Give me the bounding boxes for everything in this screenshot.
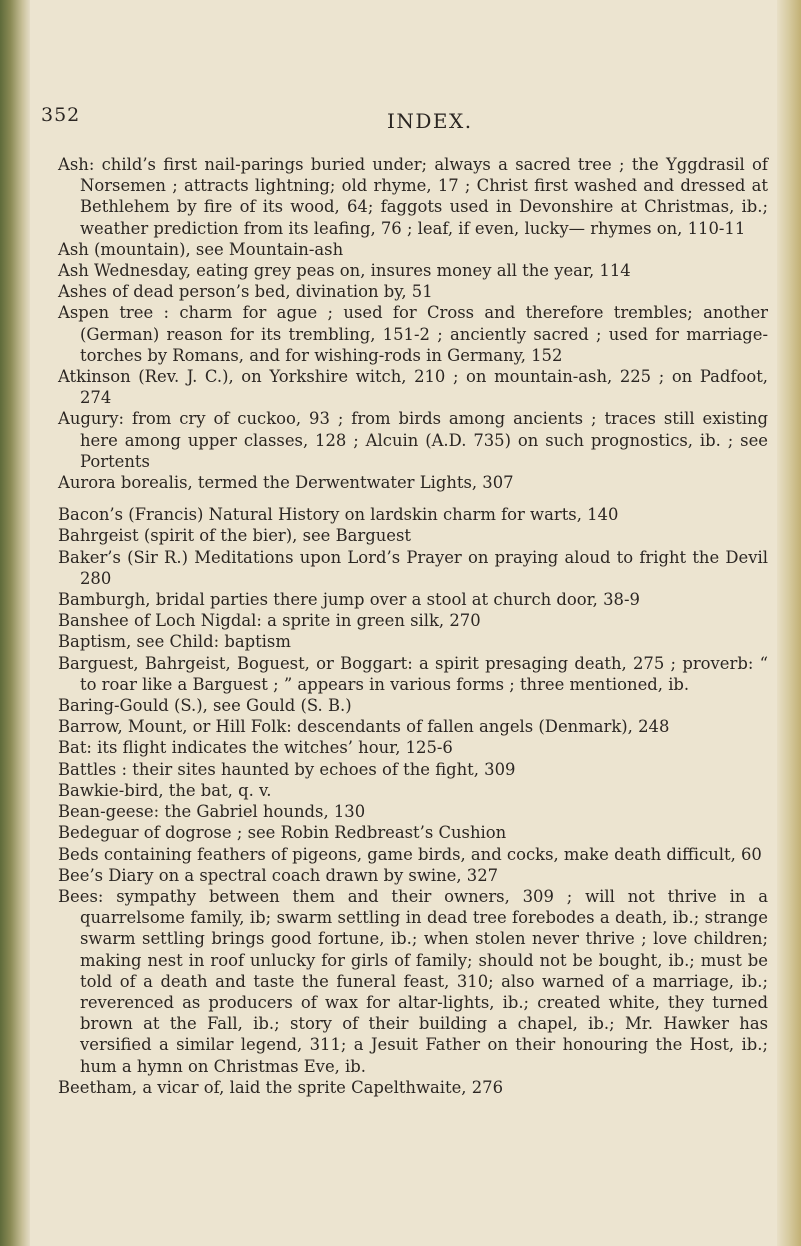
index-entry-bacon: Bacon’s (Francis) Natural History on lardskin charm for warts, 140 <box>58 505 619 525</box>
index-entry-ashes: Ashes of dead person’s bed, divination by, 51 <box>58 282 433 302</box>
index-entry-bees: Bees: sympathy between them and their owners, 309 ; will not thrive in a quarrelsome family, ib; swarm settling in dead tree forebodes a death, ib.; strange swarm settling brings good fortune, ib.; when stolen never thrive ; love children; making nest in roof unlucky for girls of family; should not be bought, ib.; must be told of a death and taste the funeral feast, 310; also warned of a marriage, ib.; reverenced as producers of wax for altar-lights, ib.; created white, they turned brown at the Fall, ib.; story of their building a chapel, ib.; Mr. Hawker has versified a similar legend, 311; a Jesuit Father on their honouring the Host, ib.; hum a hymn on Christmas Eve, ib. <box>58 886 768 1076</box>
index-entry-baring-gould: Baring-Gould (S.), see Gould (S. B.) <box>58 696 352 716</box>
index-entry-ash: Ash: child’s first nail-parings buried under; always a sacred tree ; the Yggdrasil of Norsemen ; attracts lightning; old rhyme, 17 ; Christ first washed and dressed at Bethlehem by fire of its wood, 64; faggots used in Devonshire at Christmas, ib.; weather prediction from its leafing, 76 ; leaf, if even, lucky— rhymes on, 110-11 <box>58 155 768 238</box>
index-entry-bahrgeist: Bahrgeist (spirit of the bier), see Barguest <box>58 526 411 546</box>
index-entry-ash-mountain: Ash (mountain), see Mountain-ash <box>58 239 344 259</box>
index-entries <box>58 154 768 1098</box>
index-entry-bat: Bat: its flight indicates the witches’ hour, 125-6 <box>58 738 453 758</box>
page-title: INDEX. <box>387 109 473 133</box>
binding-edge-left <box>0 0 30 1246</box>
index-entry-barrow: Barrow, Mount, or Hill Folk: descendants of fallen angels (Denmark), 248 <box>58 717 670 737</box>
index-entry-barguest: Barguest, Bahrgeist, Boguest, or Boggart: a spirit presaging death, 275 ; proverb: “ to roar like a Barguest ; ” appears in various forms ; three mentioned, ib. <box>58 653 768 694</box>
index-entry-bawkie-bird: Bawkie-bird, the bat, q. v. <box>58 780 272 800</box>
index-entry-baptism: Baptism, see Child: baptism <box>58 632 291 652</box>
index-entry-aurora: Aurora borealis, termed the Derwentwater Lights, 307 <box>58 473 514 493</box>
index-entry-bean-geese: Bean-geese: the Gabriel hounds, 130 <box>58 802 366 822</box>
index-entry-atkinson: Atkinson (Rev. J. C.), on Yorkshire witch, 210 ; on mountain-ash, 225 ; on Padfoot, 274 <box>58 367 768 408</box>
index-entry-baker: Baker’s (Sir R.) Meditations upon Lord’s Prayer on praying aloud to fright the Devil 280 <box>58 547 768 588</box>
index-entry-beetham: Beetham, a vicar of, laid the sprite Capelthwaite, 276 <box>58 1077 503 1097</box>
index-entry-aspen: Aspen tree : charm for ague ; used for Cross and therefore trembles; another (German) reason for its trembling, 151-2 ; anciently sacred ; used for marriage-torches by Romans, and for wishing-rods in Germany, 152 <box>58 303 768 365</box>
index-entry-augury: Augury: from cry of cuckoo, 93 ; from birds among ancients ; traces still existing here among upper classes, 128 ; Alcuin (A.D. 735) on such prognostics, ib. ; see Portents <box>58 409 768 471</box>
index-entry-battles: Battles : their sites haunted by echoes of the fight, 309 <box>58 759 516 779</box>
page-edge-right <box>777 0 801 1246</box>
index-entry-ash-wednesday: Ash Wednesday, eating grey peas on, insures money all the year, 114 <box>58 261 631 281</box>
index-entry-bedeguar: Bedeguar of dogrose ; see Robin Redbreast’s Cushion <box>58 823 507 843</box>
index-entry-beds: Beds containing feathers of pigeons, game birds, and cocks, make death difficult, 60 <box>58 844 762 864</box>
index-entry-bees-diary: Bee’s Diary on a spectral coach drawn by swine, 327 <box>58 865 499 885</box>
index-entry-bamburgh: Bamburgh, bridal parties there jump over a stool at church door, 38-9 <box>58 590 640 610</box>
index-entry-banshee: Banshee of Loch Nigdal: a sprite in green silk, 270 <box>58 611 481 631</box>
page-number: 352 <box>41 104 81 126</box>
